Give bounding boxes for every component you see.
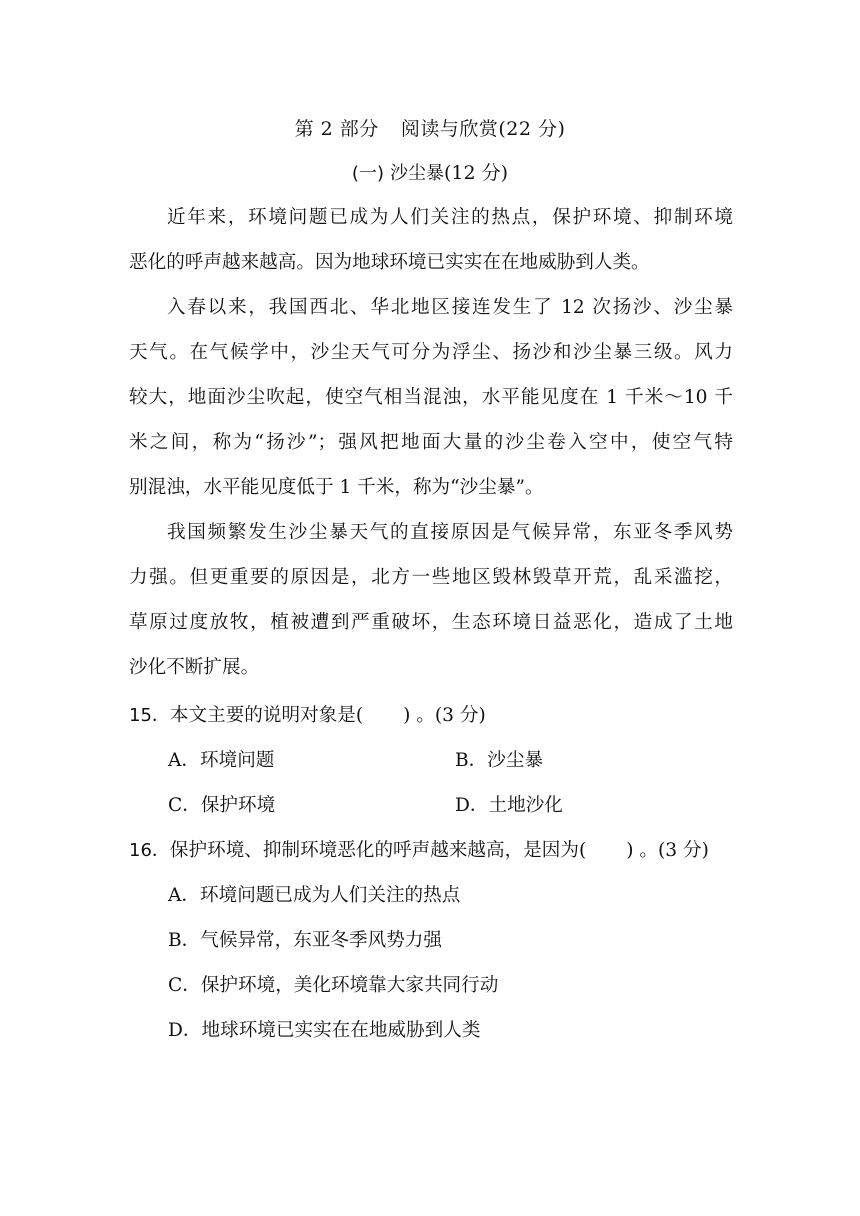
part-title: 阅读与欣赏(22 分) — [400, 118, 566, 140]
passage-paragraph-2 — [129, 285, 733, 510]
q15-option-b: B．沙尘暴 — [455, 750, 544, 771]
q15-option-d: D．土地沙化 — [455, 795, 563, 816]
passage-paragraph-3 — [129, 510, 733, 690]
passage-line: 近年来，环境问题已成为人们关注的热点，保护环境、抑制环境 — [167, 207, 733, 228]
q16-option-c: C．保护环境，美化环境靠大家共同行动 — [168, 975, 499, 996]
part-label: 第 2 部分 — [294, 118, 379, 140]
question-stem: 保护环境、抑制环境恶化的呼声越来越高，是因为( — [169, 840, 587, 861]
q15-option-a: A．环境问题 — [168, 750, 275, 771]
part-heading — [0, 114, 860, 141]
question-stem: 本文主要的说明对象是( — [169, 705, 364, 726]
passage-line: 恶化的呼声越来越高。因为地球环境已实实在在地威胁到人类。 — [129, 252, 650, 273]
section-heading — [0, 158, 860, 185]
question-15 — [129, 701, 486, 727]
question-16 — [129, 836, 709, 862]
passage-line: 我国频繁发生沙尘暴天气的直接原因是气候异常，东亚冬季风势 — [167, 522, 733, 543]
question-number: 16． — [129, 840, 170, 861]
passage-line: 较大，地面沙尘吹起，使空气相当混浊，水平能见度在 1 千米～10 千 — [129, 387, 733, 408]
passage-line: 米之间，称为“扬沙”；强风把地面大量的沙尘卷入空中，使空气特 — [129, 432, 733, 453]
question-score: ) 。(3 分) — [403, 705, 486, 726]
section-number: (一) — [351, 163, 384, 184]
q15-option-c: C．保护环境 — [168, 795, 276, 816]
q16-option-d: D．地球环境已实实在在地威胁到人类 — [168, 1020, 481, 1041]
question-score: ) 。(3 分) — [626, 840, 709, 861]
passage-line: 天气。在气候学中，沙尘天气可分为浮尘、扬沙和沙尘暴三级。风力 — [129, 342, 733, 363]
section-title: 沙尘暴 — [390, 163, 445, 184]
passage-line: 沙化不断扩展。 — [129, 657, 260, 678]
passage-line: 力强。但更重要的原因是，北方一些地区毁林毁草开荒，乱采滥挖， — [129, 567, 733, 588]
section-score: (12 分) — [444, 162, 509, 184]
q16-option-a: A．环境问题已成为人们关注的热点 — [168, 885, 461, 906]
q16-option-b: B．气候异常，东亚冬季风势力强 — [168, 930, 442, 951]
passage-paragraph-1 — [129, 195, 733, 285]
question-number: 15． — [129, 705, 170, 726]
passage-line: 草原过度放牧，植被遭到严重破坏，生态环境日益恶化，造成了土地 — [129, 612, 733, 633]
passage-line: 入春以来，我国西北、华北地区接连发生了 12 次扬沙、沙尘暴 — [167, 297, 733, 318]
passage-line: 别混浊，水平能见度低于 1 千米，称为“沙尘暴”。 — [129, 477, 544, 498]
